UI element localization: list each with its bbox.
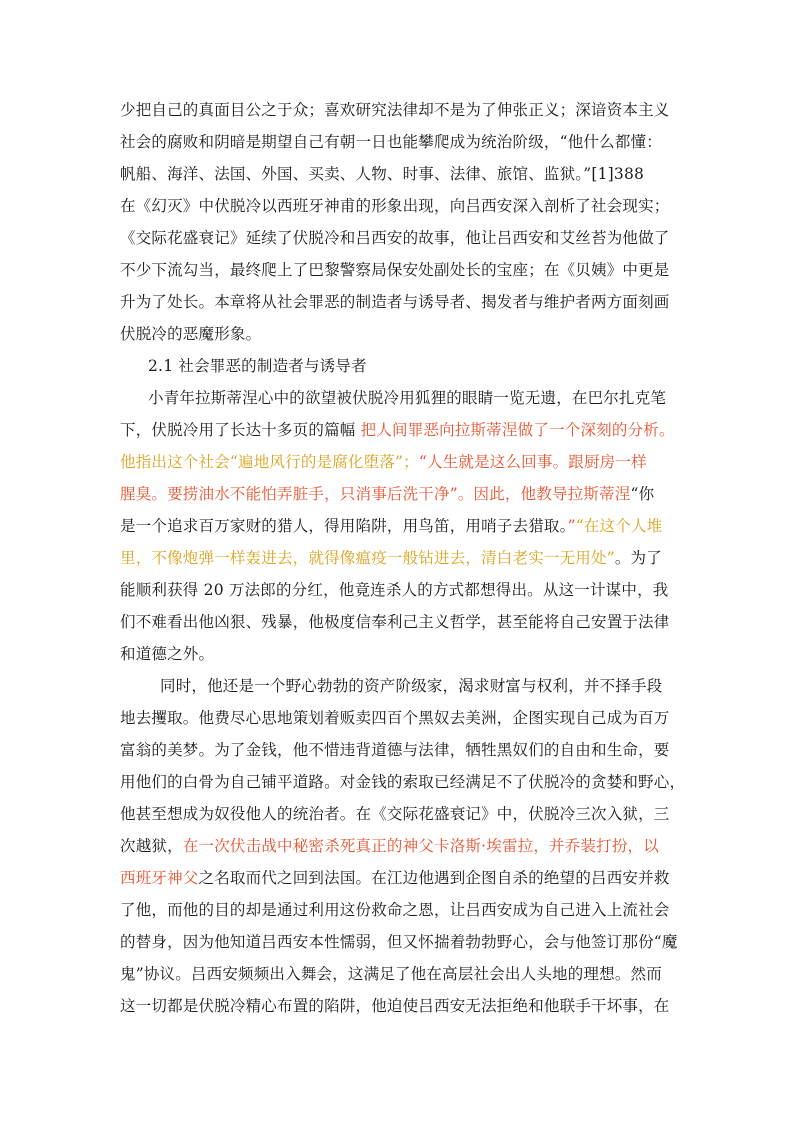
- text-segment: 伏脱冷的恶魔形象。: [120, 325, 262, 343]
- highlighted-text-segment: ”: [567, 517, 576, 535]
- text-segment: 地去攫取。他费尽心思地策划着贩卖四百个黑奴去美洲，企图实现自己成为百万: [120, 709, 670, 727]
- text-segment: 这一切都是伏脱冷精心布置的陷阱，他迫使吕西安无法拒绝和他联手干坏事，在: [120, 997, 670, 1015]
- text-line: [120, 484, 654, 504]
- text-line: [148, 356, 367, 376]
- text-segment: 是一个追求百万家财的猎人，得用陷阱，用鸟笛，用哨子去猎取。: [120, 517, 568, 535]
- text-segment: “你: [630, 485, 655, 503]
- text-segment: 次越狱，: [120, 837, 183, 855]
- text-segment: 不少下流勾当，最终爬上了巴黎警察局保安处副处长的宝座；在《贝姨》中更是: [120, 261, 670, 279]
- highlighted-text-segment: 把人间罪恶向拉斯蒂涅做了一个深刻的分析。: [360, 421, 675, 439]
- text-segment: 之名取而代之回到法国。在江边他遇到企图自杀的绝望的吕西安并救: [198, 869, 670, 887]
- text-line: [120, 964, 662, 984]
- text-segment: 《交际花盛衰记》延续了伏脱冷和吕西安的故事，他让吕西安和艾丝苔为他做了: [120, 229, 670, 247]
- text-segment: 下，伏脱冷用了长达十多页的篇幅: [120, 421, 361, 439]
- text-segment: 了他，而他的目的却是通过利用这份救命之恩，让吕西安成为自己进入上流社会: [120, 901, 670, 919]
- text-segment: 社会的腐败和阴暗是期望自己有朝一日也能攀爬成为统治阶级，“他什么都懂：: [120, 133, 662, 151]
- text-segment: 2.1 社会罪恶的制造者与诱导者: [148, 357, 367, 375]
- text-segment: 。为了: [614, 549, 662, 567]
- text-line: [120, 100, 670, 120]
- text-line: [120, 452, 647, 472]
- text-line: [120, 228, 670, 248]
- text-segment: 的替身，因为他知道吕西安本性懦弱，但又怀揣着勃勃野心，会与他签订那份“魔: [120, 933, 678, 951]
- text-segment: 帆船、海洋、法国、外国、买卖、人物、时事、法律、旅馆、监狱。”[1]388: [120, 165, 645, 183]
- text-line: [120, 868, 670, 888]
- text-line: [160, 676, 662, 696]
- text-line: [120, 516, 662, 536]
- text-segment: 用他们的白骨为自己铺平道路。对金钱的索取已经满足不了伏脱冷的贪婪和野心，: [120, 773, 686, 791]
- text-line: [120, 292, 670, 312]
- highlighted-text-segment: “人生就是这么回事。跟厨房一样: [418, 453, 647, 471]
- text-line: [120, 324, 261, 344]
- text-line: [120, 836, 659, 856]
- text-segment: 和道德之外。: [120, 645, 215, 663]
- text-segment: 他甚至想成为奴役他人的统治者。在《交际花盛衰记》中，伏脱冷三次入狱，三: [120, 805, 670, 823]
- text-segment: 同时，他还是一个野心勃勃的资产阶级家，渴求财富与权利，并不择手段: [160, 677, 663, 695]
- text-segment: 们不难看出他凶狠、残暴，他极度信奉利己主义哲学，甚至能将自己安置于法律: [120, 613, 670, 631]
- text-line: [120, 772, 685, 792]
- text-segment: 富翁的美梦。为了金钱，他不惜违背道德与法律，牺牲黑奴们的自由和生命，要: [120, 741, 670, 759]
- text-line: [120, 900, 670, 920]
- text-segment: 升为了处长。本章将从社会罪恶的制造者与诱导者、揭发者与维护者两方面刻画: [120, 293, 670, 311]
- text-line: [120, 708, 670, 728]
- text-segment: 能顺利获得 20 万法郎的分红，他竟连杀人的方式都想得出。从这一计谋中，我: [120, 581, 669, 599]
- text-line: [120, 804, 670, 824]
- text-line: [120, 164, 644, 184]
- highlighted-text-segment: 腥臭。要捞油水不能怕弄脏手，只消事后洗干净”。因此，他教导拉斯蒂涅: [120, 485, 631, 503]
- text-line: [120, 740, 670, 760]
- text-line: [120, 420, 675, 440]
- highlighted-text-segment: “在这个人堆: [575, 517, 663, 535]
- text-line: [120, 132, 662, 152]
- text-line: [120, 996, 670, 1016]
- text-segment: 少把自己的真面目公之于众；喜欢研究法律却不是为了伸张正义；深谙资本主义: [120, 101, 670, 119]
- highlighted-text-segment: 他指出这个社会“遍地风行的是腐化堕落”；: [120, 453, 419, 471]
- text-line: [120, 260, 670, 280]
- text-line: [120, 644, 214, 664]
- text-line: [120, 612, 670, 632]
- highlighted-text-segment: 西班牙神父: [120, 869, 199, 887]
- text-segment: 小青年拉斯蒂涅心中的欲望被伏脱冷用狐狸的眼睛一览无遗，在巴尔扎克笔: [148, 389, 667, 407]
- highlighted-text-segment: 在一次伏击战中秘密杀死真正的神父卡洛斯·埃雷拉，并乔装打扮，以: [182, 837, 659, 855]
- text-segment: 鬼”协议。吕西安频频出入舞会，这满足了他在高层社会出人头地的理想。然而: [120, 965, 662, 983]
- text-line: [120, 932, 678, 952]
- highlighted-text-segment: 里，不像炮弹一样轰进去，就得像瘟疫一般钻进去，清白老实一无用处”: [120, 549, 615, 567]
- text-segment: 在《幻灭》中伏脱冷以西班牙神甫的形象出现，向吕西安深入剖析了社会现实；: [120, 197, 670, 215]
- text-line: [120, 196, 670, 216]
- text-line: [148, 388, 666, 408]
- text-line: [120, 548, 662, 568]
- text-line: [120, 580, 668, 600]
